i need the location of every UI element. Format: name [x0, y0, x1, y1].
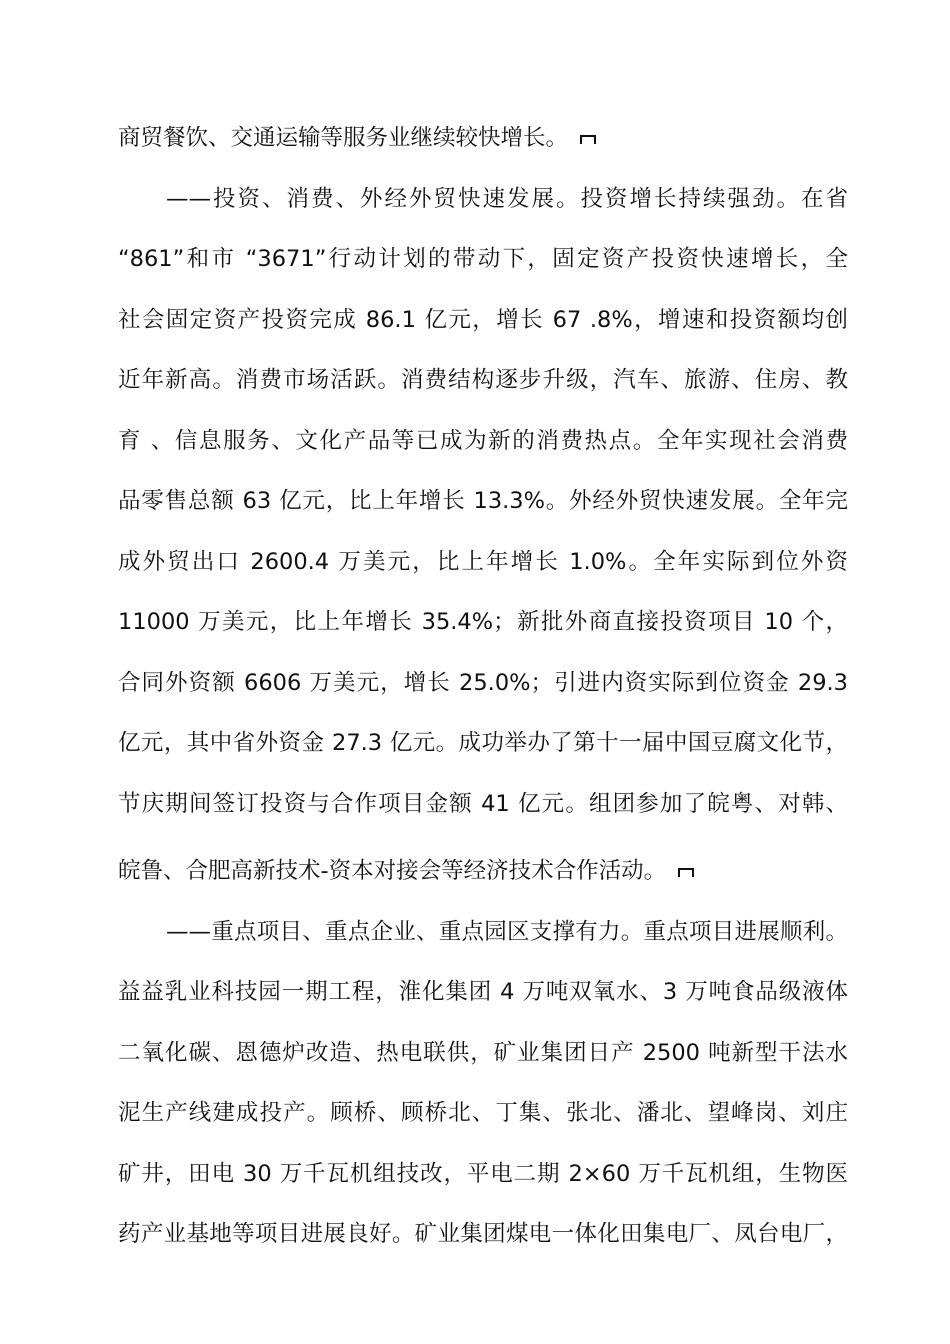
paragraph-line: 成外贸出口 2600.4 万美元，比上年增长 1.0%。全年实际到位外资: [118, 549, 848, 575]
paragraph-line: [118, 851, 848, 891]
paragraph-line: 药产业基地等项目进展良好。矿业集团煤电一体化田集电厂、凤台电厂，: [118, 1221, 848, 1247]
paragraph-line: “861”和市 “3671”行动计划的带动下，固定资产投资快速增长，全: [118, 246, 848, 272]
paragraph-line: ——投资、消费、外经外贸快速发展。投资增长持续强劲。在省: [166, 186, 848, 212]
paragraph-mark-icon: [580, 135, 598, 147]
paragraph-line: [118, 118, 848, 158]
paragraph-line: 亿元，其中省外资金 27.3 亿元。成功举办了第十一届中国豆腐文化节，: [118, 730, 848, 756]
paragraph-line: 泥生产线建成投产。顾桥、顾桥北、丁集、张北、潘北、望峰岗、刘庄: [118, 1100, 848, 1126]
paragraph-line: 社会固定资产投资完成 86.1 亿元，增长 67 .8%，增速和投资额均创: [118, 307, 848, 333]
paragraph-mark-icon: [678, 868, 696, 880]
paragraph-line: ——重点项目、重点企业、重点园区支撑有力。重点项目进展顺利。: [166, 919, 848, 945]
paragraph-line: 节庆期间签订投资与合作项目金额 41 亿元。组团参加了皖粤、对韩、: [118, 791, 848, 817]
line-text: 商贸餐饮、交通运输等服务业继续较快增长。: [118, 125, 569, 151]
paragraph-line: 育 、信息服务、文化产品等已成为新的消费热点。全年实现社会消费: [118, 428, 848, 454]
line-text: 皖鲁、合肥高新技术-资本对接会等经济技术合作活动。: [118, 858, 667, 884]
paragraph-line: 品零售总额 63 亿元，比上年增长 13.3%。外经外贸快速发展。全年完: [118, 488, 848, 514]
paragraph-line: 二氧化碳、恩德炉改造、热电联供，矿业集团日产 2500 吨新型干法水: [118, 1040, 848, 1066]
paragraph-line: 近年新高。消费市场活跃。消费结构逐步升级，汽车、旅游、住房、教: [118, 367, 848, 393]
paragraph-line: 合同外资额 6606 万美元，增长 25.0%；引进内资实际到位资金 29.3: [118, 670, 848, 696]
paragraph-line: 11000 万美元，比上年增长 35.4%；新批外商直接投资项目 10 个，: [118, 609, 848, 635]
paragraph-line: 益益乳业科技园一期工程，淮化集团 4 万吨双氧水、3 万吨食品级液体: [118, 979, 848, 1005]
paragraph-line: 矿井，田电 30 万千瓦机组技改，平电二期 2×60 万千瓦机组，生物医: [118, 1161, 848, 1187]
